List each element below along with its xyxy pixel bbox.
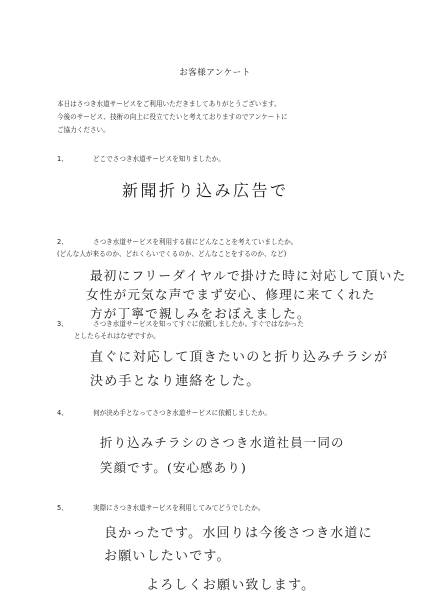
question-number: 2、	[57, 238, 68, 246]
question-text: (どんな人が来るのか、どれくらいでくるのか、どんなことをするのか、など)	[57, 250, 287, 258]
question-1	[57, 153, 407, 165]
handwritten-answer-line: 良かったです。水回りは今後さつき水道に	[104, 526, 373, 541]
survey-intro	[57, 98, 402, 137]
intro-line: 本日はさつき水道サービスをご利用いただきましてありがとうございます。	[57, 100, 281, 108]
handwritten-answer-line: よろしくお願い致します。	[146, 578, 316, 593]
answer-3	[90, 346, 388, 394]
answer-5	[104, 522, 373, 597]
handwritten-answer-line: 女性が元気な声でまず安心、修理に来てくれた	[86, 287, 376, 302]
question-text: としたらそれはなぜですか。	[74, 332, 160, 340]
intro-line: 今後のサービス、技術の向上に役立てたいと考えておりますのでアンケートに	[57, 113, 288, 121]
question-text: さつき水道サービスを利用する前にどんなことを考えていましたか。	[93, 238, 298, 246]
handwritten-answer-line: 直ぐに対応して頂きたいのと折り込みチラシが	[90, 350, 389, 365]
handwritten-answer-line: 方が丁寧で親しみをおぼえました。	[90, 306, 311, 321]
question-5	[57, 502, 407, 514]
intro-line: ご協力ください。	[57, 126, 110, 134]
handwritten-answer-line: 決め手となり連絡をした。	[90, 374, 261, 389]
handwritten-answer-line: 新聞折り込み広告で	[122, 181, 289, 200]
handwritten-answer-line: 最初にフリーダイヤルで掛けた時に対応して頂いた	[90, 268, 407, 283]
question-3	[57, 318, 407, 342]
question-text: どこでさつき水道サービスを知りましたか。	[93, 155, 225, 163]
question-text: さつき水道サービスを知ってすぐに依頼しましたか。すぐではなかった	[93, 320, 304, 328]
question-text: 何が決め手となってさつき水道サービスに依頼しましたか。	[93, 409, 272, 417]
handwritten-answer-line: お願いしたいです。	[104, 549, 231, 564]
handwritten-answer-line: 笑顔です。(安心感あり)	[100, 460, 247, 475]
question-number: 5、	[57, 504, 68, 512]
survey-title: お客様アンケート	[179, 68, 251, 78]
question-2	[57, 236, 407, 260]
question-number: 1、	[57, 155, 68, 163]
answer-2	[86, 266, 407, 323]
question-number: 4、	[57, 409, 68, 417]
question-number: 3、	[57, 320, 68, 328]
question-4	[57, 407, 407, 419]
question-text: 実際にさつき水道サービスを利用してみてどうでしたか。	[93, 504, 265, 512]
handwritten-answer-line: 折り込みチラシのさつき水道社員一同の	[100, 435, 345, 450]
answer-4	[100, 430, 345, 480]
answer-1	[122, 178, 289, 201]
